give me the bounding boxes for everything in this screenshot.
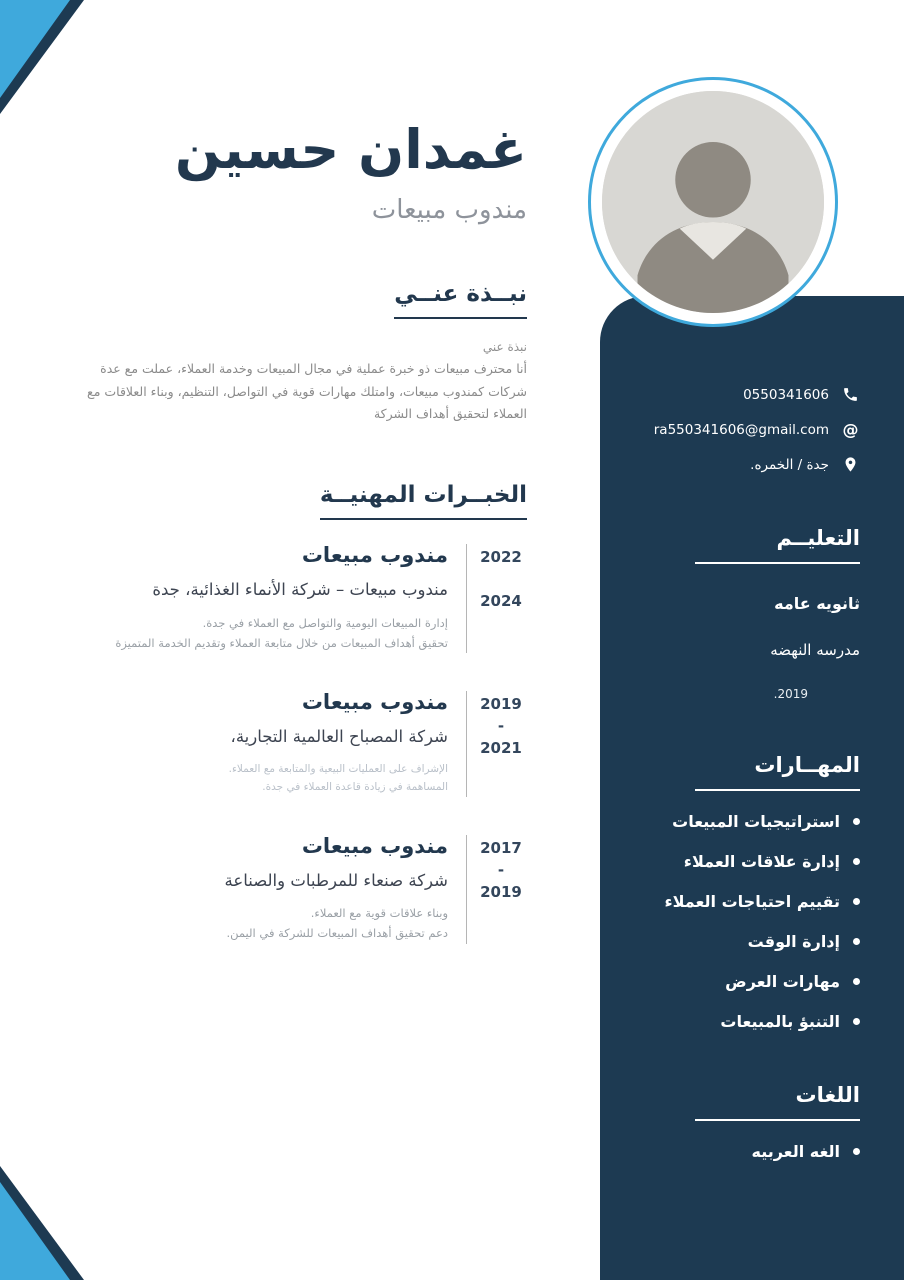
contact-section xyxy=(626,385,860,474)
skill-item xyxy=(626,812,860,831)
timeline-divider xyxy=(466,544,467,653)
date-from: 2019 xyxy=(480,694,522,713)
education-year: 2019. xyxy=(773,687,808,701)
skill-item xyxy=(626,972,860,991)
education-underline xyxy=(695,562,860,564)
date-to: 2021 xyxy=(480,738,522,757)
languages-section xyxy=(626,1083,860,1161)
experience-job-title: مندوب مبيعات xyxy=(301,833,448,858)
skills-list xyxy=(626,812,860,1031)
experience-job-title: مندوب مبيعات xyxy=(301,689,448,714)
language-item xyxy=(626,1142,860,1161)
bullet-dot-icon xyxy=(853,1018,860,1025)
experience-dates xyxy=(475,831,527,944)
description-line: الإشراف على العمليات البيعية والمتابعة مع العملاء. xyxy=(228,762,448,775)
skill-item xyxy=(626,892,860,911)
experience-section xyxy=(75,482,527,944)
main-column xyxy=(75,0,527,978)
date-separator: - xyxy=(497,716,505,735)
skill-label: التنبؤ بالمبيعات xyxy=(720,1012,840,1031)
skill-label: إدارة الوقت xyxy=(747,932,840,951)
date-from: 2022 xyxy=(480,547,522,566)
experience-heading: الخبــرات المهنيــة xyxy=(320,482,527,520)
location-pin-icon xyxy=(841,455,860,474)
name-heading: غمدان حسين xyxy=(174,118,527,181)
date-separator xyxy=(475,568,527,590)
language-label: الغه العربيه xyxy=(751,1142,840,1161)
about-section xyxy=(75,281,527,426)
description-line: المساهمة في زيادة قاعدة العملاء في جدة. xyxy=(262,781,448,794)
about-intro: نبذة عني xyxy=(482,339,527,354)
description-line: تحقيق أهداف المبيعات من خلال متابعة العملاء وتقديم الخدمة المتميزة xyxy=(115,635,448,650)
bullet-dot-icon xyxy=(853,1148,860,1155)
skill-item xyxy=(626,852,860,871)
timeline-divider xyxy=(466,691,467,797)
timeline-divider xyxy=(466,835,467,944)
experience-description xyxy=(75,760,448,797)
email-at-icon: @ xyxy=(842,419,859,439)
skills-heading: المهــارات xyxy=(754,753,860,777)
experience-description xyxy=(75,903,448,943)
profile-photo-image xyxy=(602,91,824,313)
bullet-dot-icon xyxy=(853,858,860,865)
date-from: 2017 xyxy=(480,838,522,857)
contact-email-row xyxy=(626,420,860,439)
languages-underline xyxy=(695,1119,860,1121)
experience-content xyxy=(75,540,448,653)
languages-list xyxy=(626,1142,860,1161)
phone-number: 0550341606 xyxy=(743,386,829,403)
experience-job-title: مندوب مبيعات xyxy=(301,542,448,567)
skill-item xyxy=(626,1012,860,1031)
contact-location-row xyxy=(626,455,860,474)
bullet-dot-icon xyxy=(853,898,860,905)
bullet-dot-icon xyxy=(853,938,860,945)
corner-triangle-top-blue xyxy=(0,0,70,98)
experience-entry xyxy=(75,540,527,653)
sidebar xyxy=(600,296,904,1280)
experience-content xyxy=(75,831,448,944)
experience-content xyxy=(75,687,448,797)
education-heading: التعليــم xyxy=(776,526,860,550)
person-silhouette-icon xyxy=(602,91,824,313)
phone-icon xyxy=(841,385,860,404)
experience-entries xyxy=(75,540,527,944)
experience-dates xyxy=(475,540,527,653)
date-to: 2024 xyxy=(480,591,522,610)
skill-item xyxy=(626,932,860,951)
skill-label: إدارة علاقات العملاء xyxy=(683,852,840,871)
bullet-dot-icon xyxy=(853,818,860,825)
job-title-subtitle: مندوب مبيعات xyxy=(371,194,527,225)
location-text: جدة / الخمره. xyxy=(750,456,829,473)
skill-label: مهارات العرض xyxy=(725,972,840,991)
experience-entry xyxy=(75,831,527,944)
date-separator: - xyxy=(497,860,505,879)
profile-photo xyxy=(588,77,838,327)
experience-entry xyxy=(75,687,527,797)
education-school: مدرسه النهضه xyxy=(770,641,860,659)
skill-label: استراتيجيات المبيعات xyxy=(672,812,840,831)
experience-description xyxy=(75,613,448,653)
languages-heading: اللغات xyxy=(795,1083,860,1107)
education-degree: ثانويه عامه xyxy=(774,594,860,613)
email-address: ra550341606@gmail.com xyxy=(653,421,829,438)
experience-company: شركة المصباح العالمية التجارية، xyxy=(230,727,448,747)
description-line: إدارة المبيعات اليومية والتواصل مع العملاء في جدة. xyxy=(202,615,448,630)
experience-dates xyxy=(475,687,527,797)
about-heading: نبــذة عنــي xyxy=(394,281,527,319)
skills-underline xyxy=(695,789,860,791)
skill-label: تقييم احتياجات العملاء xyxy=(664,892,840,911)
description-line: وبناء علاقات قوية مع العملاء. xyxy=(310,906,448,921)
date-to: 2019 xyxy=(480,882,522,901)
bullet-dot-icon xyxy=(853,978,860,985)
about-body: أنا محترف مبيعات ذو خبرة عملية في مجال المبيعات وخدمة العملاء، عملت مع عدة شركات كمندوب مبيعات، وامتلك مهارات قوية في التواصل، التنظيم، وبناء العلاقات مع العملاء لتحقيق أهداف الشركة xyxy=(87,361,527,422)
skills-section xyxy=(626,753,860,1031)
experience-company: شركة صنعاء للمرطبات والصناعة xyxy=(224,870,448,890)
contact-phone-row xyxy=(626,385,860,404)
education-section xyxy=(626,526,860,701)
experience-company: مندوب مبيعات – شركة الأنماء الغذائية، جدة xyxy=(152,580,448,600)
description-line: دعم تحقيق أهداف المبيعات للشركة في اليمن. xyxy=(226,926,448,941)
